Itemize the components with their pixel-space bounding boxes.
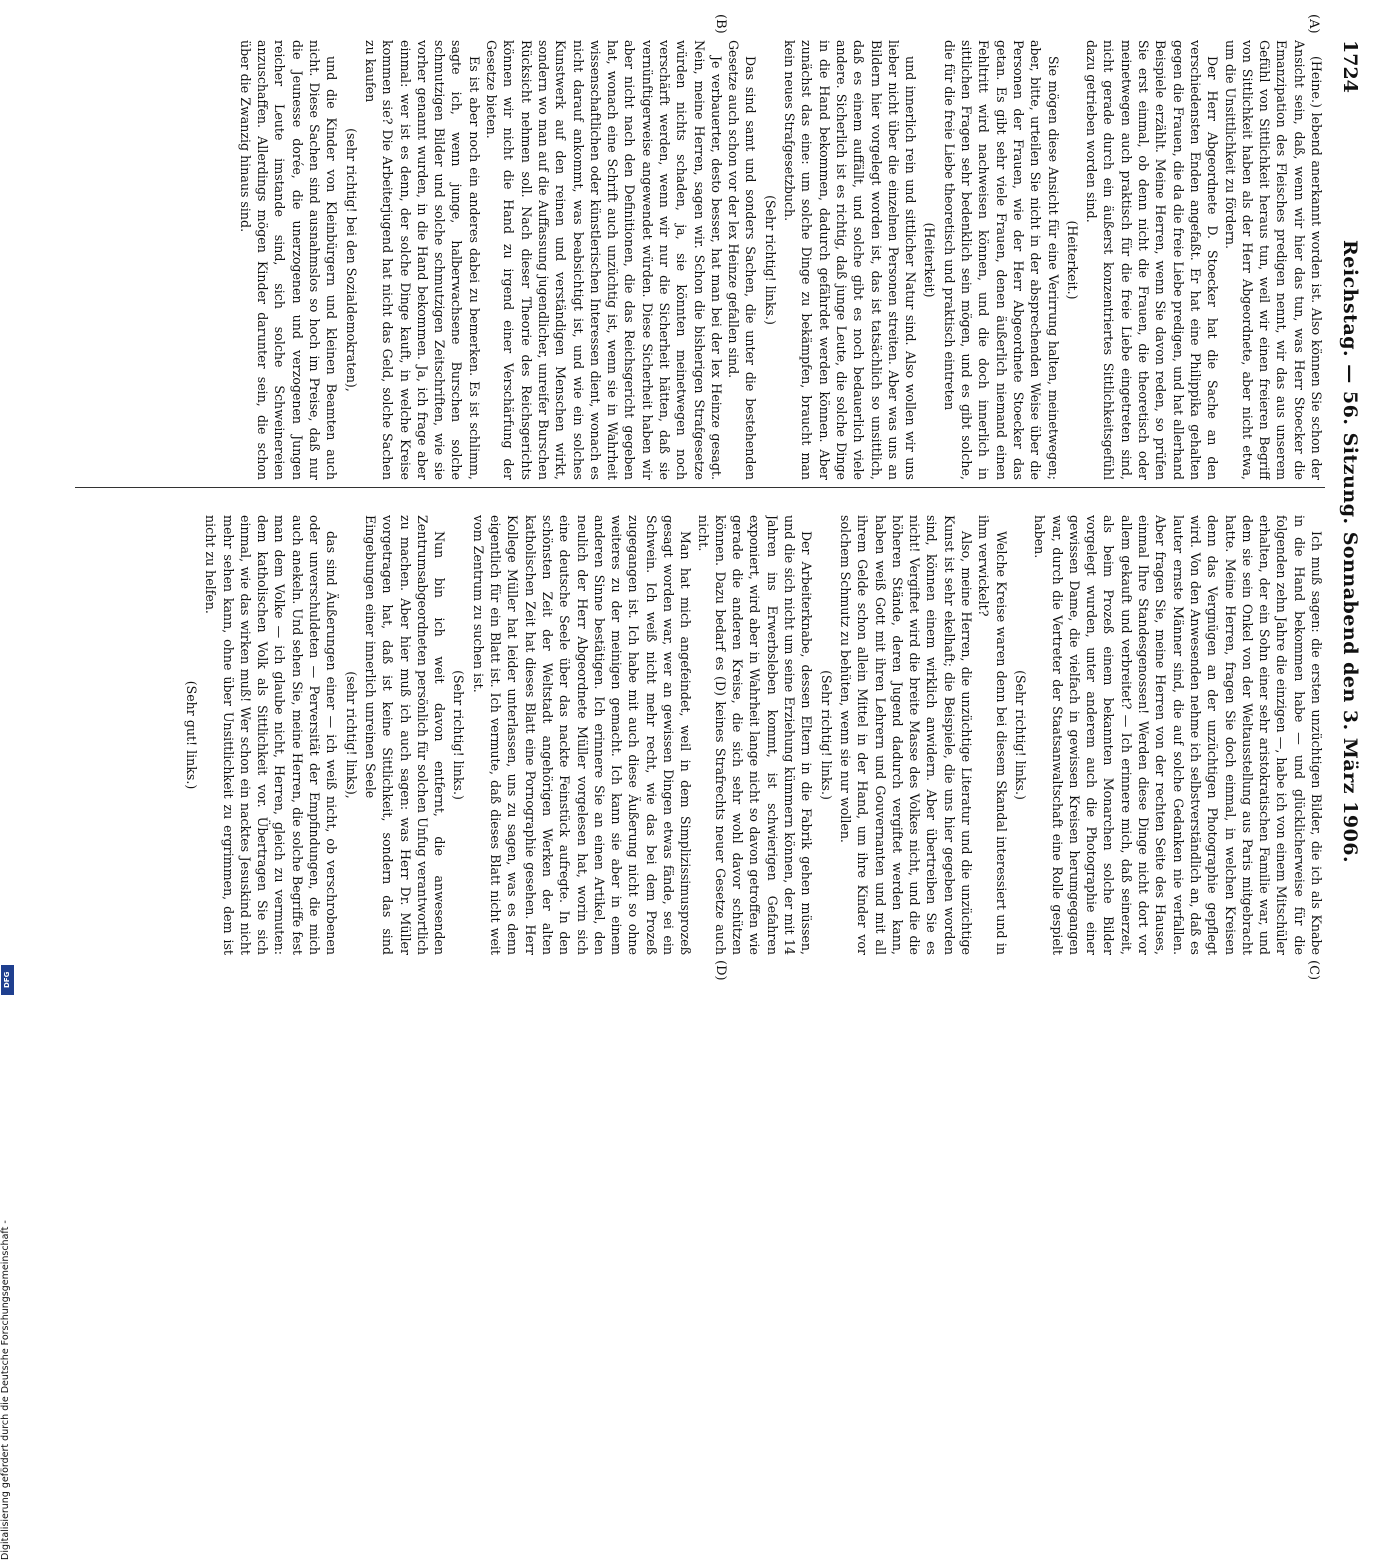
- paragraph: und innerlich rein und sittlicher Natur sind. Also wollen wir uns lieber nicht über die einzelnen Personen streiten. Aber was uns an Bildern hier vorgelegt worden ist, das ist tatsächlich so unsittlich, daß es einem auffällt, und solche gibt es noch bedauerlich viele andere. Sicherlich ist es richtig, daß junge Leute, die solche Dinge in die Hand bekommen, dadurch gefährdet werden können. Aber zunächst das eine: um solche Dinge zu bekämpfen, braucht man kein neues Strafgesetzbuch.: [782, 40, 919, 480]
- interjection: (Sehr richtig! links.): [762, 195, 778, 325]
- paragraph: Es ist aber noch ein anderes dabei zu bemerken. Es ist schlimm, sagte ich, wenn junge, halberwachsene Burschen solche schmutzigen Bilder und solche schmutzigen Zeitschriften, wie sie vorher genannt wurden, in die Hand bekommen. Ja, ich frage aber einmal: wer ist es denn, der solche Dinge kauft, in welche Kreise kommen sie? Die Arbeiterjugend hat nicht das Geld, solche Sachen zu kaufen: [362, 40, 482, 480]
- page-number: 1724: [1339, 40, 1361, 93]
- paragraph: Nun bin ich weit davon entfernt, die anwesenden Zentrumsabgeordneten persönlich für solchen Unfug verantwortlich zu machen. Aber hier muß ich auch sagen: was Herr Dr. Müller vorgetragen hat, daß ist keine Sittlichkeit, sondern das sind Eingebungen einer innerlich unreinen Seele: [362, 515, 448, 955]
- margin-letter-b: (B): [713, 14, 728, 34]
- interjection: (Sehr richtig! links.): [818, 670, 834, 800]
- paragraph: und die Kinder von Kleinbürgern und kleinen Beamten auch nicht. Diese Sachen sind ausnahmslos so hoch im Preise, daß nur die Jeunesse dorée, die unerzogenen und verzogenen Jungen reicher Leute imstande sind, sich solche Schweinereien anzuschaffen. Allerdings mögen Kinder darunter sein, die schon über die Zwanzig hinaus sind.: [237, 40, 340, 480]
- interjection: (Heiterkeit): [922, 222, 938, 298]
- dfg-logo: DFG: [1, 965, 14, 995]
- paragraph: Der Herr Abgeordnete D. Stoecker hat die Sache an den verschiedensten Enden angefaßt. Er hat eine Philippika gehalten gegen die Frauen, die da die freie Liebe predigen, und hat allerhand Beispiele erzählt. Meine Herren, wenn Sie davon reden, so prüfen Sie erst einmal, ob denn nicht die Frauen, die theoretisch oder meinetwegen auch praktisch für die freie Liebe eingetreten sind, nicht gerade durch ein äußerst konzentriertes Sittlichkeitsgefühl dazu getrieben worden sind.: [1084, 40, 1221, 480]
- paragraph: Sie mögen diese Ansicht für eine Verirrung halten, meinetwegen; aber, bitte, urteilen Sie nicht in der absprechenden Weise über die Personen der Frauen, wie der Herr Abgeordnete Stoecker das getan. Es gibt sehr viele Frauen, denen äußerlich niemand einen Fehltritt wird nachweisen können, und die doch innerlich in sittlichen Fragen sehr bedenklich sein mögen, und es gibt solche, die für die freie Liebe theoretisch und praktisch eintreten: [941, 40, 1061, 480]
- paragraph: Der Arbeiterknabe, dessen Eltern in die Fabrik gehen müssen, und die sich nicht um seine Erziehung kümmern können, der mit 14 Jahren ins Erwerbsleben kommt, ist schwierigen Gefahren exponiert, wird aber in Wahrheit lange nicht so davon getroffen wie gerade die anderen Kreise, die sich sehr wohl davor schützen können. Dazu bedarf es (D) keines Strafrechts neuer Gesetze auch nicht.: [695, 515, 815, 955]
- interjection: (Sehr richtig! links.): [451, 670, 467, 800]
- right-text-column: [75, 515, 1325, 955]
- interjection: (Sehr richtig! links.): [1012, 670, 1028, 800]
- digitization-note: Digitalisierung gefördert durch die Deutsche Forschungsgemeinschaft -: [0, 1220, 11, 1560]
- paragraph: (Heine.) lebend anerkannt worden ist. Also können Sie schon der Ansicht sein, daß, wenn wir hier das tun, was Herr Stoecker die Emanzipation des Fleisches predigen nennt, wir das aus unserem Gefühl von Sittlichkeit heraus tun, weil wir einen freieren Begriff von Sittlichkeit haben als der Herr Abgeordnete, aber nicht etwa, um die Unsittlichkeit zu fördern.: [1222, 40, 1324, 480]
- running-title: Reichstag. — 56. Sitzung. Sonnabend den 3. März 1906.: [1339, 240, 1361, 864]
- paragraph: Welche Kreise waren denn bei diesem Skandal interessiert und in ihm verwickelt?: [976, 515, 1009, 955]
- interjection: (Heiterkeit.): [1064, 220, 1080, 300]
- interjection: (sehr richtig! links),: [343, 671, 359, 799]
- interjection: (Sehr gut! links.): [184, 680, 199, 790]
- page-header: [1333, 40, 1361, 960]
- margin-letter-a: (A): [1306, 14, 1321, 34]
- paragraph: das sind Äußerungen einer — ich weiß nicht, ob verschrobenen oder unverschuldeten — Perversität der Empfindungen, die mich auch anekeln. Und sehen Sie, meine Herren, die solche Begriffe fest man dem Volke — ich glaube nicht, Herren, gleich zu vermuten: dem katholischen Volk als Sittlichkeit vor. Übertragen Sie sich einmal, wie das wirken muß! Wer schon ein nacktes Jesuskind nicht mehr sehen kann, ohne über Unsittlichkeit zu ergrimmen, dem ist nicht zu helfen.: [203, 515, 340, 955]
- margin-letter-c: (C): [1306, 960, 1321, 981]
- left-text-column: [75, 40, 1325, 480]
- paragraph: Ich muß sagen: die ersten unzüchtigen Bilder, die ich als Knabe in die Hand bekommen habe — und glücklicherweise für die folgenden zehn Jahre die einzigen —, habe ich von einem Mitschüler erhalten, der ein Sohn einer sehr aristokratischen Familie war, und dem sie sein Onkel von der Weltausstellung aus Paris mitgebracht hatte. Meine Herren, fragen Sie doch einmal, in welchen Kreisen denn das Vergnügen an der unzüchtigen Photographie gepflegt wird. Von den Anwesenden nehme ich selbstverständlich an, daß es lauter ernste Männer sind, die auf solche Gedanken nie verfallen. Aber fragen Sie, meine Herren von der rechten Seite des Hauses, einmal Ihre Standesgenossen! Werden diese Dinge nicht dort vor allem gekauft und verbreitet? — Ich erinnere mich, daß seinerzeit, als beim Prozeß einem bekannten Monarchen solche Bilder vorgelegt wurden, unter anderem auch die Photographie einer gewissen Dame, die vielfach in gewissen Kreisen herumgegangen war, durch die Vertreter der Staatsanwaltschaft eine Rolle gespielt haben.: [1032, 515, 1324, 955]
- paragraph: Je verbauerter, desto besser, hat man bei der lex Heinze gesagt. Nein, meine Herren, sagen wir. Schon die bisherigen Strafgesetze würden nichts schaden, ja, sie könnten meinetwegen noch verschärft werden, wenn wir nur die Sicherheit hätten, daß sie vernünftigerweise angewendet würden. Diese Sicherheit haben wir aber nicht nach den Definitionen, die das Reichsgericht gegeben hat, wonach eine Schrift auch unzüchtig ist, wenn sie in Wahrheit wissenschaftlichen oder künstlerischen Interessen dient, wonach es nicht darauf ankommt, was beabsichtigt ist, und wie ein solches Kunstwerk auf den reinen und verständigen Menschen wirkt, sondern wo man auf die Auffassung jugendlicher, unreifer Burschen Rücksicht nehmen soll. Nach dieser Theorie des Reichsgerichts können wir nicht die Hand zu irgend einer Verschärfung der Gesetze bieten.: [484, 40, 724, 480]
- paragraph: Das sind samt und sonders Sachen, die unter die bestehenden Gesetze auch schon vor der lex Heinze gefallen sind.: [726, 40, 759, 480]
- paragraph: Man hat mich angefeindet, weil in dem Simplizissimusprozeß gesagt worden war, wer an gewissen Dingen etwas fände, sei ein Schwein. Ich weiß nicht mehr recht, wie das bei dem Prozeß zugegangen ist. Ich habe mit auch diese Äußerung nicht so ohne weiteres zu der meinigen gemacht. Ich kann sie aber in einem anderen Sinne bestätigen. Ich erinnere Sie an einen Artikel, den neulich der Herr Abgeordnete Müller vorgelesen hat, worin sich eine deutsche Seele über das nackte Feinstück aufregte. In den schönsten Zeit der Weltstadt angehörigen Werken der alten katholischen Zeit hat dieses Blatt eine Pornographie gesehen. Herr Kollege Müller hat leider unterlassen, uns zu sagen, was es denn eigentlich für ein Blatt ist. Ich vermute, daß dieses Blatt nicht weit vom Zentrum zu suchen ist.: [470, 515, 694, 955]
- margin-letter-d: (D): [713, 960, 728, 981]
- column-divider: [75, 487, 1325, 488]
- interjection: (sehr richtig! bei den Sozialdemokraten),: [343, 128, 359, 392]
- paragraph: Also, meine Herren, die unzüchtige Literatur und die unzüchtige Kunst ist sehr ekelhaft; die Beispiele, die uns hier gegeben worden sind, können einem wirklich anwidern. Aber übertreiben Sie es nicht! Vergiftet wird die breite Masse des Volkes nicht, und die die höheren Stände, deren Jugend dadurch vergiftet werden kann, haben weiß Gott mit ihren Lehrern und Gouvernanten und mit all ihrem Gelde schon allein Mittel in der Hand, um ihre Kinder vor solchem Schmutz zu behüten, wenn sie nur wollen.: [837, 515, 975, 955]
